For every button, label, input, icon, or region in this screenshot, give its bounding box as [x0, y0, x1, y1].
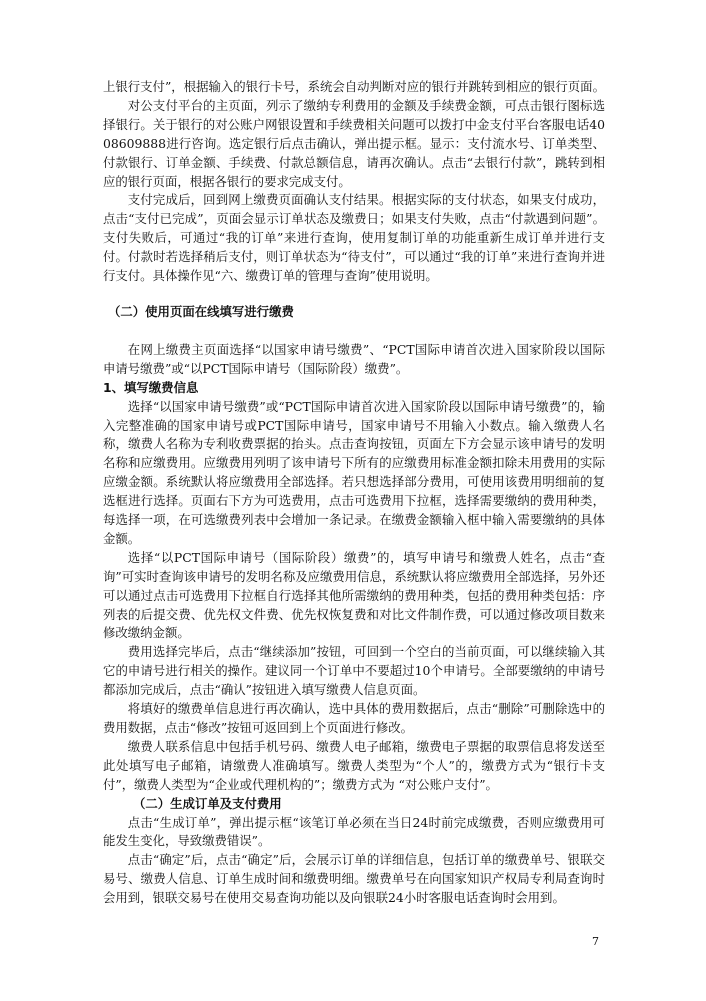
paragraph-continuation: 上银行支付”，根据输入的银行卡号，系统会自动判断对应的银行并跳转到相应的银行页面。 — [103, 79, 605, 94]
paragraph-payment-result: 支付完成后，回到网上缴费页面确认支付结果。根据实际的支付状态，如果支付成功，点击“支付已完成”，页面会显示订单状态及缴费日；如果支付失败，点击“付款遇到问题”。支付失败后，可通过“我的订单”来进行查询，使用复制订单的功能重新生成订单并进行支付。付款时若选择稍后支付，则订单状态为“待支付”，可以通过“我的订单”来进行查询并进行支付。具体操作见“六、缴费订单的管理与查询”使用说明。 — [103, 192, 605, 284]
paragraph-confirm: 将填好的缴费单信息进行再次确认，选中具体的费用数据后，点击“删除”可删除选中的费用数据，点击“修改”按钮可返回到上个页面进行修改。 — [103, 701, 605, 735]
paragraph-national-app: 选择“以国家申请号缴费”或“PCT国际申请首次进入国家阶段以国际申请号缴费”的，输入完整准确的国家申请号或PCT国际申请号，国家申请号不用输入小数点。输入缴费人名称，缴费人名称为专利收费票据的抬头。点击查询按钮，页面左下方会显示该申请号的发明名称和应缴费用。应缴费用列明了该申请号下所有的应缴费用标准金额扣除未用费用的实际应缴金额。系统默认将应缴费用全部选择。若只想选择部分费用，可使用该费用明细前的复选框进行选择。页面右下方为可选费用，点击可选费用下拉框，选择需要缴纳的费用种类，每选择一项，在可选缴费列表中会增加一条记录。在缴费金额输入框中输入需要缴纳的具体金额。 — [103, 398, 605, 546]
sub-heading-fill-info: 1、填写缴费信息 — [103, 379, 199, 395]
paragraph-contact-info: 缴费人联系信息中包括手机号码、缴费人电子邮箱，缴费电子票据的取票信息将发送至此处填写电子邮箱，请缴费人准确填写。缴费人类型为“个人”的，缴费方式为“银行卡支付”，缴费人类型为“企业或代理机构的”；缴费方式为 “对公账户支付”。 — [103, 738, 605, 792]
paragraph-corporate-payment: 对公支付平台的主页面，列示了缴纳专利费用的金额及手续费金额，可点击银行图标选择银行。关于银行的对公账户网银设置和手续费相关问题可以拨打中金支付平台客服电话4008609888进行咨询。选定银行后点击确认，弹出提示框。显示：支付流水号、订单类型、付款银行、订单金额、手续费、付款总额信息，请再次确认。点击“去银行付款”，跳转到相应的银行页面，根据各银行的要求完成支付。 — [103, 97, 605, 189]
paragraph-continue-add: 费用选择完毕后，点击“继续添加”按钮，可回到一个空白的当前页面，可以继续输入其它的申请号进行相关的操作。建议同一个订单中不要超过10个申请号。全部要缴纳的申请号都添加完成后，点击“确认”按钮进入填写缴费人信息页面。 — [103, 644, 605, 698]
section-intro: 在网上缴费主页面选择“以国家申请号缴费”、“PCT国际申请首次进入国家阶段以国际申请号缴费”或“以PCT国际申请号（国际阶段）缴费”。 — [103, 341, 605, 376]
page-number: 7 — [592, 935, 599, 948]
paragraph-order-details: 点击“确定”后，点击“确定”后，会展示订单的详细信息，包括订单的缴费单号、银联交易号、缴费人信息、订单生成时间和缴费明细。缴费单号在向国家知识产权局专利局查询时会用到，银联交易号在使用交易查询功能以及向银联24小时客服电话查询时会用到。 — [103, 852, 605, 906]
section-heading: （二）使用页面在线填写进行缴费 — [108, 303, 294, 319]
document-body — [103, 78, 605, 908]
paragraph-generate-order: 点击“生成订单”，弹出提示框“该笔订单必须在当日24时前完成缴费，否则应缴费用可能发生变化，导致缴费错误”。 — [103, 814, 605, 849]
paragraph-pct-app: 选择“以PCT国际申请号（国际阶段）缴费”的，填写申请号和缴费人姓名，点击“查询”可实时查询该申请号的发明名称及应缴费用信息，系统默认将应缴费用全部选择，另外还可以通过点击可选费用下拉框自行选择其他所需缴纳的费用种类，包括的费用种类包括：序列表的后提交费、优先权文件费、优先权恢复费和对比文件制作费，可以通过修改项目数来修改缴纳金额。 — [103, 549, 605, 641]
sub-heading-generate-order: （二）生成订单及支付费用 — [133, 795, 282, 811]
